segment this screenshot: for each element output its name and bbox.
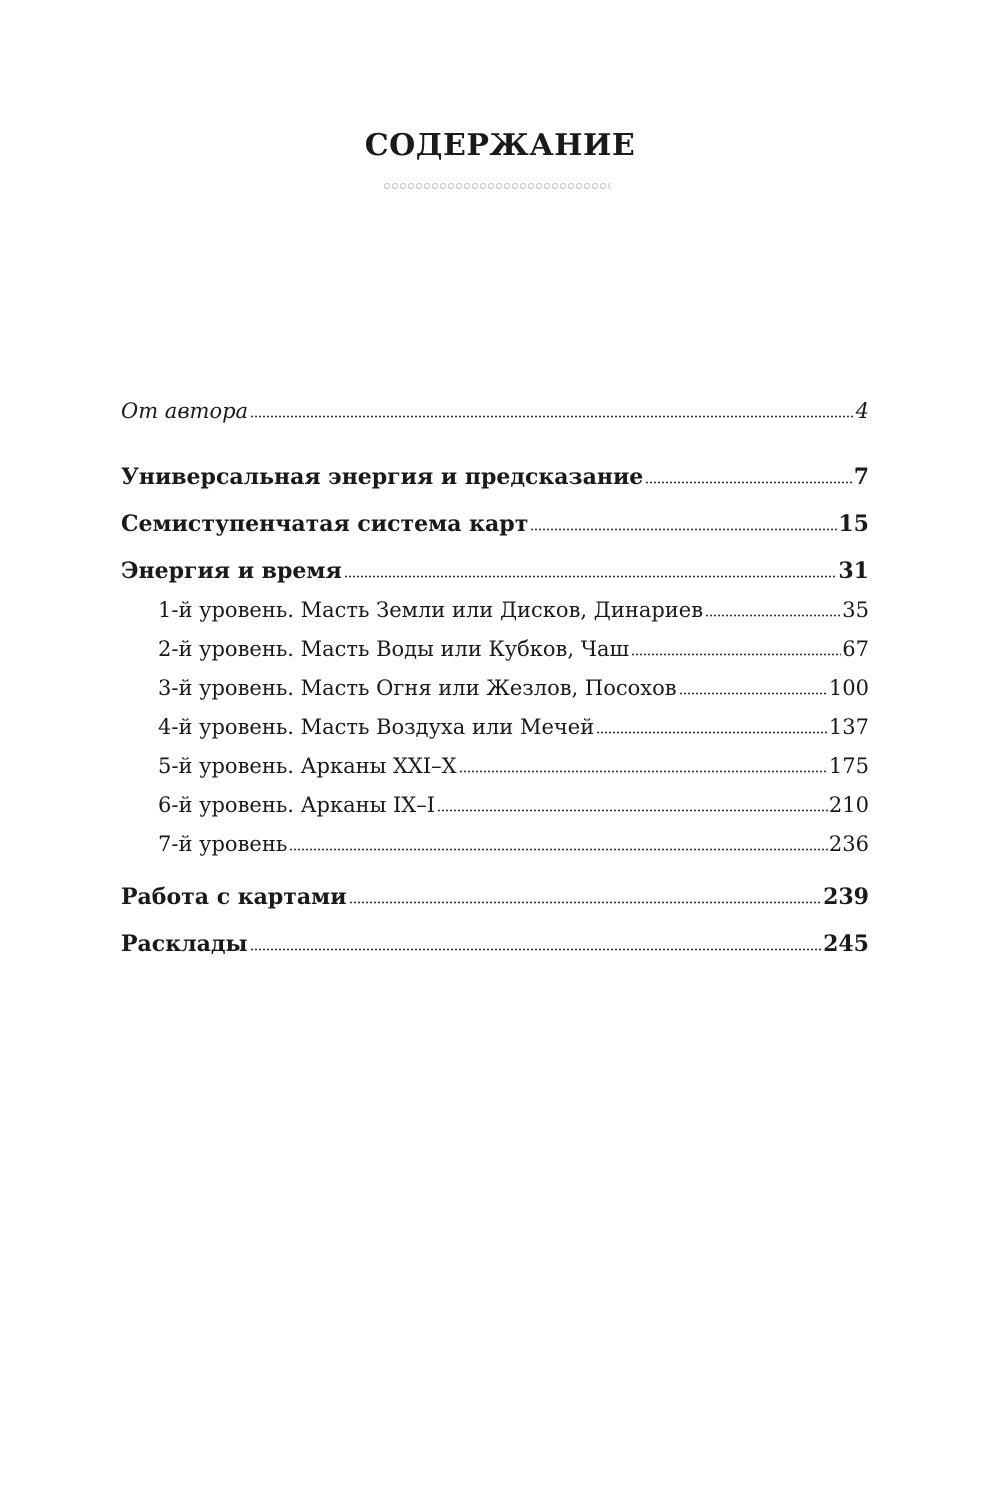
dot-leader xyxy=(645,481,852,484)
dot-leader xyxy=(437,809,828,812)
toc-entry-label: 3-й уровень. Масть Огня или Жезлов, Посохов xyxy=(158,676,677,700)
toc-entry-from-author[interactable] xyxy=(121,398,869,424)
dot-leader xyxy=(631,653,841,656)
toc-entry-label: 2-й уровень. Масть Воды или Кубков, Чаш xyxy=(158,637,629,661)
dot-leader xyxy=(344,575,838,578)
toc-entry-page: 31 xyxy=(838,558,869,584)
toc-entry-page: 100 xyxy=(828,676,869,700)
toc-entry-level-5[interactable] xyxy=(121,753,869,779)
dot-leader xyxy=(250,415,855,418)
toc-entry-level-6[interactable] xyxy=(121,792,869,818)
toc-entry-label: От автора xyxy=(121,399,249,423)
toc-entry-label: 1-й уровень. Масть Земли или Дисков, Динариев xyxy=(158,598,704,622)
toc-entry-seven-step-system[interactable] xyxy=(121,511,869,537)
toc-entry-page: 245 xyxy=(823,931,869,957)
title-ornament-divider xyxy=(383,180,611,192)
toc-entry-page: 67 xyxy=(842,637,869,661)
dot-leader xyxy=(459,770,828,773)
toc-entry-label: Универсальная энергия и предсказание xyxy=(121,464,644,490)
page-title: СОДЕРЖАНИЕ xyxy=(364,128,636,163)
toc-entry-page: 35 xyxy=(842,598,869,622)
toc-entry-page: 175 xyxy=(828,754,869,778)
toc-entry-page: 4 xyxy=(855,399,869,423)
toc-entry-page: 236 xyxy=(828,832,869,856)
toc-entry-level-7[interactable] xyxy=(121,831,869,857)
dot-leader xyxy=(530,528,837,531)
toc-entry-working-with-cards[interactable] xyxy=(121,884,869,910)
toc-entry-level-2[interactable] xyxy=(121,636,869,662)
toc-entry-label: 7-й уровень xyxy=(158,832,288,856)
toc-entry-label: Расклады xyxy=(121,931,248,957)
toc-entry-label: Семиступенчатая система карт xyxy=(121,511,529,537)
dot-leader xyxy=(349,901,822,904)
toc-entry-page: 7 xyxy=(853,464,869,490)
dot-leader xyxy=(705,614,841,617)
toc-entry-label: 6-й уровень. Арканы IX–I xyxy=(158,793,436,817)
toc-entry-label: Энергия и время xyxy=(121,558,342,584)
dot-leader xyxy=(289,848,828,851)
toc-entry-level-1[interactable] xyxy=(121,597,869,623)
dot-leader xyxy=(250,948,822,951)
toc-entry-page: 15 xyxy=(838,511,869,537)
dot-leader xyxy=(596,731,828,734)
toc-entry-page: 137 xyxy=(828,715,869,739)
toc-entry-level-3[interactable] xyxy=(121,675,869,701)
toc-entry-label: 5-й уровень. Арканы XXI–X xyxy=(158,754,457,778)
toc-entry-page: 239 xyxy=(823,884,869,910)
dot-leader xyxy=(679,692,828,695)
toc-entry-label: Работа с картами xyxy=(121,884,347,910)
toc-entry-level-4[interactable] xyxy=(121,714,869,740)
toc-entry-spreads[interactable] xyxy=(121,931,869,957)
toc-entry-universal-energy[interactable] xyxy=(121,464,869,490)
toc-entry-page: 210 xyxy=(828,793,869,817)
table-of-contents xyxy=(121,398,869,978)
toc-entry-label: 4-й уровень. Масть Воздуха или Мечей xyxy=(158,715,595,739)
toc-entry-energy-and-time[interactable] xyxy=(121,558,869,584)
